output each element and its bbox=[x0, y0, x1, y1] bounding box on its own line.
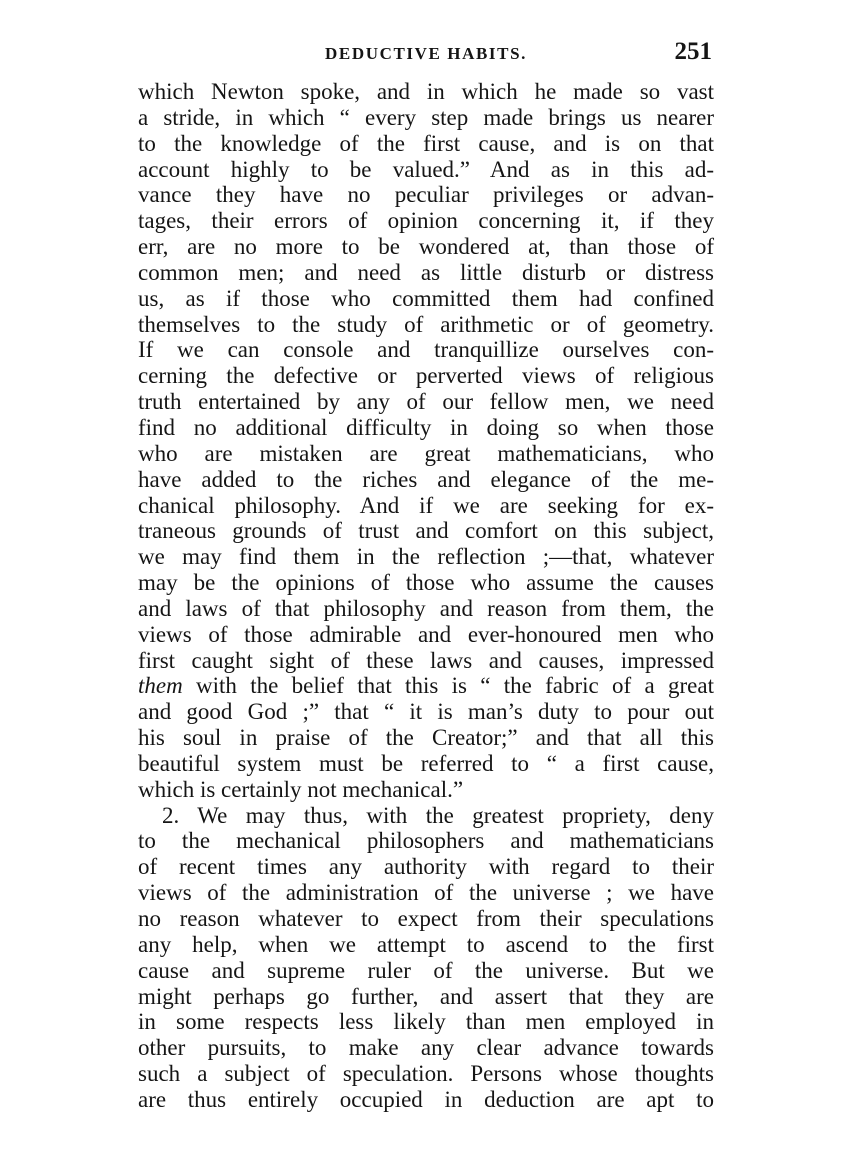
text-line: we may find them in the reflection ;—that, whatever bbox=[138, 544, 714, 570]
text-line: his soul in praise of the Creator;” and that all this bbox=[138, 725, 714, 751]
italic-word: them bbox=[138, 673, 183, 699]
text-line bbox=[138, 673, 714, 699]
text-line: may be the opinions of those who assume the causes bbox=[138, 570, 714, 596]
text-line: account highly to be valued.” And as in this ad- bbox=[138, 156, 714, 182]
text-line: first caught sight of these laws and causes, impressed bbox=[138, 647, 714, 673]
running-head: DEDUCTIVE HABITS. bbox=[325, 44, 527, 63]
paragraph-2-first-line: 2. We may thus, with the greatest propriety, deny bbox=[162, 802, 714, 828]
text-line: tages, their errors of opinion concerning it, if they bbox=[138, 208, 714, 234]
text-line: and laws of that philosophy and reason from them, the bbox=[138, 595, 714, 621]
text-line: common men; and need as little disturb or distress bbox=[138, 259, 714, 285]
text-line: to the knowledge of the first cause, and is on that bbox=[138, 130, 714, 156]
text-line: other pursuits, to make any clear advance towards bbox=[138, 1035, 714, 1061]
text-line: beautiful system must be referred to “ a first cause, bbox=[138, 750, 714, 776]
text-line: If we can console and tranquillize ourselves con- bbox=[138, 337, 714, 363]
page-number: 251 bbox=[674, 38, 712, 65]
text-line: any help, when we attempt to ascend to the first bbox=[138, 931, 714, 957]
text-line: such a subject of speculation. Persons whose thoughts bbox=[138, 1061, 714, 1087]
text-line: cause and supreme ruler of the universe. But we bbox=[138, 957, 714, 983]
text-line: truth entertained by any of our fellow men, we need bbox=[138, 389, 714, 415]
text-line: cerning the defective or perverted views of religious bbox=[138, 363, 714, 389]
text-line: no reason whatever to expect from their speculations bbox=[138, 906, 714, 931]
page-header bbox=[138, 38, 714, 72]
text-line: which Newton spoke, and in which he made so vast bbox=[138, 79, 714, 104]
text-line-rest: with the belief that this is “ the fabric of a great bbox=[182, 673, 714, 699]
text-line: to the mechanical philosophers and mathematicians bbox=[138, 828, 714, 854]
text-line: a stride, in which “ every step made brings us nearer bbox=[138, 104, 714, 130]
body-text bbox=[138, 79, 714, 1113]
text-line: views of the administration of the universe ; we have bbox=[138, 880, 714, 906]
text-line: us, as if those who committed them had confined bbox=[138, 285, 714, 311]
text-line: might perhaps go further, and assert that they are bbox=[138, 983, 714, 1009]
text-line: which is certainly not mechanical.” bbox=[138, 776, 464, 802]
text-line: and good God ;” that “ it is man’s duty to pour out bbox=[138, 699, 714, 725]
text-line: who are mistaken are great mathematicians, who bbox=[138, 440, 714, 466]
text-line: of recent times any authority with regard to their bbox=[138, 854, 714, 880]
text-line: themselves to the study of arithmetic or of geometry. bbox=[138, 311, 714, 337]
text-line: in some respects less likely than men employed in bbox=[138, 1009, 714, 1035]
text-line: find no additional difficulty in doing so when those bbox=[138, 414, 714, 440]
text-line: traneous grounds of trust and comfort on this subject, bbox=[138, 518, 714, 544]
text-line: err, are no more to be wondered at, than those of bbox=[138, 234, 714, 260]
text-line: views of those admirable and ever-honoured men who bbox=[138, 621, 714, 647]
text-line: vance they have no peculiar privileges or advan- bbox=[138, 182, 714, 208]
text-line: are thus entirely occupied in deduction are apt to bbox=[138, 1086, 714, 1112]
text-line: have added to the riches and elegance of the me- bbox=[138, 466, 714, 492]
text-line: chanical philosophy. And if we are seeking for ex- bbox=[138, 492, 714, 518]
